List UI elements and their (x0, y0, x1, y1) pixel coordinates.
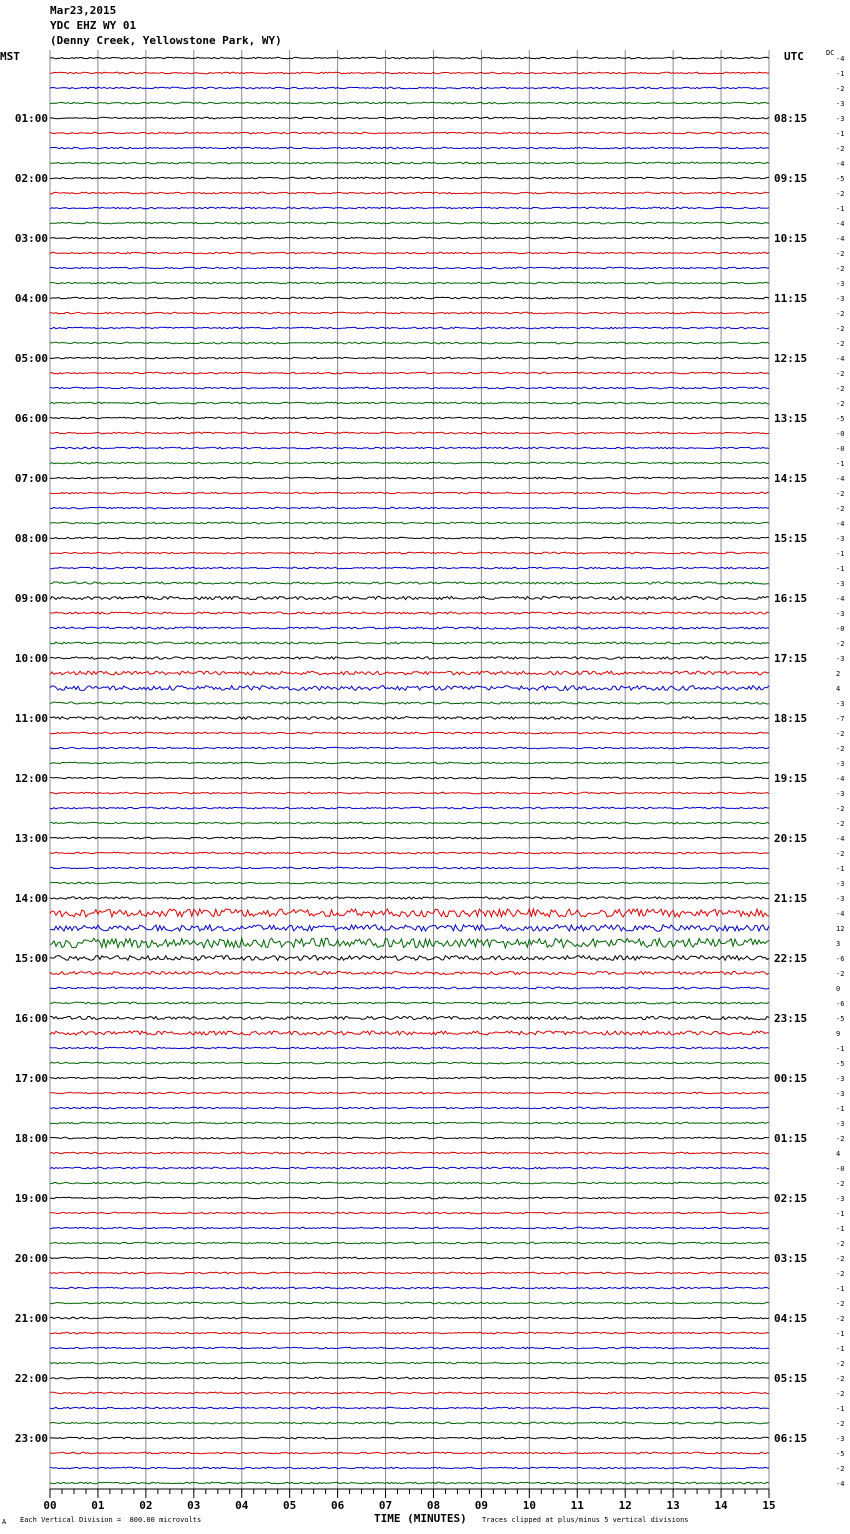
hour-label-right: 18:15 (774, 712, 808, 725)
seismic-trace (50, 1212, 769, 1214)
seismic-trace (50, 582, 769, 584)
dc-offset-label: -5 (836, 1450, 845, 1458)
dc-offset-label: -6 (836, 955, 845, 963)
dc-offset-label: -2 (836, 250, 845, 258)
hour-label-left: 01:00 (14, 112, 48, 125)
dc-offset-label: -3 (836, 700, 845, 708)
seismic-trace (50, 1377, 769, 1379)
dc-offset-label: -1 (836, 460, 845, 468)
x-tick-label: 08 (426, 1499, 441, 1512)
seismic-trace (50, 747, 769, 749)
dc-offset-label: -3 (836, 280, 845, 288)
hour-label-left: 03:00 (14, 232, 48, 245)
seismic-trace (50, 207, 769, 209)
hour-label-left: 07:00 (14, 472, 48, 485)
hour-label-left: 15:00 (14, 952, 48, 965)
seismic-trace (50, 237, 769, 239)
dc-offset-label: -2 (836, 1270, 845, 1278)
seismic-trace (50, 1137, 769, 1139)
dc-offset-label: -0 (836, 1165, 845, 1173)
seismic-trace (50, 837, 769, 839)
x-tick-label: 04 (235, 1499, 249, 1512)
seismic-trace (50, 132, 769, 134)
seismic-trace (50, 1016, 769, 1019)
x-tick-label: 14 (714, 1499, 728, 1512)
seismic-trace (50, 1332, 769, 1334)
dc-offset-label: -0 (836, 445, 845, 453)
dc-offset-label: -1 (836, 1045, 845, 1053)
dc-offset-label: -2 (836, 1240, 845, 1248)
hour-label-right: 22:15 (774, 952, 808, 965)
dc-offset-label: 4 (836, 1150, 841, 1158)
seismic-trace (50, 312, 769, 314)
hour-label-left: 23:00 (14, 1432, 48, 1445)
seismic-trace (50, 1257, 769, 1259)
seismic-trace (50, 1047, 769, 1049)
seismic-trace (50, 686, 769, 691)
dc-offset-label: -3 (836, 1090, 845, 1098)
dc-offset-label: -0 (836, 625, 845, 633)
seismic-trace (50, 477, 769, 479)
dc-offset-label: -1 (836, 1330, 845, 1338)
dc-offset-label: -2 (836, 190, 845, 198)
dc-offset-label: -2 (836, 310, 845, 318)
seismic-trace (50, 372, 769, 374)
seismic-trace (50, 762, 769, 764)
seismic-trace (50, 57, 769, 59)
hour-label-right: 13:15 (774, 412, 808, 425)
seismic-trace (50, 1272, 769, 1274)
seismic-trace (50, 1182, 769, 1184)
dc-offset-label: -2 (836, 1255, 845, 1263)
dc-offset-label: -2 (836, 1135, 845, 1143)
seismic-trace (50, 1452, 769, 1454)
seismic-trace (50, 1077, 769, 1079)
hour-label-right: 12:15 (774, 352, 808, 365)
seismic-trace (50, 1197, 769, 1199)
dc-offset-label: -3 (836, 1075, 845, 1083)
dc-offset-label: -3 (836, 535, 845, 543)
seismic-trace (50, 657, 769, 660)
seismic-trace (50, 1482, 769, 1484)
dc-offset-label: -7 (836, 715, 845, 723)
dc-offset-label: -1 (836, 865, 845, 873)
seismic-trace (50, 387, 769, 389)
hour-label-left: 02:00 (14, 172, 48, 185)
hour-label-left: 19:00 (14, 1192, 48, 1205)
dc-offset-label: -2 (836, 850, 845, 858)
clip-note: Traces clipped at plus/minus 5 vertical divisions (482, 1516, 689, 1524)
hour-label-left: 04:00 (14, 292, 48, 305)
dc-offset-label: -4 (836, 520, 845, 528)
x-tick-label: 11 (570, 1499, 584, 1512)
hour-label-right: 23:15 (774, 1012, 808, 1025)
seismic-trace (50, 1167, 769, 1169)
dc-offset-label: -5 (836, 415, 845, 423)
x-axis-label: TIME (MINUTES) (374, 1512, 467, 1525)
hour-label-right: 00:15 (774, 1072, 808, 1085)
scale-note: Each Vertical Division = 800.00 microvolts (20, 1516, 202, 1524)
hour-label-left: 20:00 (14, 1252, 48, 1265)
seismic-trace (50, 612, 769, 614)
seismic-trace (50, 1107, 769, 1109)
seismic-trace (50, 702, 769, 704)
hour-label-left: 11:00 (14, 712, 48, 725)
dc-offset-label: -1 (836, 1105, 845, 1113)
dc-offset-label: -5 (836, 1015, 845, 1023)
seismic-trace (50, 507, 769, 509)
dc-offset-label: -2 (836, 1390, 845, 1398)
x-tick-label: 07 (378, 1499, 393, 1512)
dc-offset-label: -4 (836, 160, 845, 168)
seismic-trace (50, 807, 769, 809)
dc-offset-label: -2 (836, 505, 845, 513)
hour-label-right: 21:15 (774, 892, 808, 905)
x-tick-label: 10 (522, 1499, 536, 1512)
hour-label-right: 16:15 (774, 592, 808, 605)
dc-offset-label: -3 (836, 1435, 845, 1443)
seismic-trace (50, 522, 769, 524)
hour-label-left: 21:00 (14, 1312, 48, 1325)
dc-offset-label: -2 (836, 340, 845, 348)
seismic-trace (50, 1362, 769, 1364)
dc-offset-label: -1 (836, 70, 845, 78)
dc-offset-label: -3 (836, 610, 845, 618)
dc-offset-label: -4 (836, 55, 845, 63)
seismic-trace (50, 72, 769, 74)
dc-offset-label: -4 (836, 1480, 845, 1488)
dc-offset-label: -1 (836, 1225, 845, 1233)
dc-offset-label: -2 (836, 745, 845, 753)
dc-offset-label: 2 (836, 670, 841, 678)
hour-label-left: 14:00 (14, 892, 48, 905)
hour-label-right: 17:15 (774, 652, 808, 665)
dc-offset-label: -1 (836, 130, 845, 138)
hour-label-left: 18:00 (14, 1132, 48, 1145)
hour-label-left: 22:00 (14, 1372, 48, 1385)
x-tick-label: 06 (330, 1499, 345, 1512)
dc-offset-label: -1 (836, 1405, 845, 1413)
hour-label-right: 02:15 (774, 1192, 808, 1205)
dc-offset-label: -3 (836, 655, 845, 663)
dc-offset-label: -2 (836, 1300, 845, 1308)
seismic-trace (50, 177, 769, 179)
seismic-trace (50, 267, 769, 269)
dc-offset-label: -0 (836, 430, 845, 438)
dc-offset-label: -4 (836, 355, 845, 363)
dc-offset-label: -3 (836, 760, 845, 768)
dc-offset-label: -2 (836, 640, 845, 648)
seismic-trace (50, 1422, 769, 1424)
seismic-trace (50, 432, 769, 434)
hour-label-left: 12:00 (14, 772, 48, 785)
dc-offset-label: -4 (836, 235, 845, 243)
dc-offset-label: -2 (836, 1420, 845, 1428)
seismic-trace (50, 552, 769, 554)
dc-offset-label: -2 (836, 805, 845, 813)
dc-offset-label: -3 (836, 100, 845, 108)
hour-label-left: 08:00 (14, 532, 48, 545)
dc-offset-label: -1 (836, 205, 845, 213)
station-code: YDC EHZ WY 01 (50, 19, 137, 32)
hour-label-right: 09:15 (774, 172, 808, 185)
seismic-trace (50, 642, 769, 644)
seismic-trace (50, 882, 769, 884)
seismic-trace (50, 1392, 769, 1394)
seismic-trace (50, 192, 769, 194)
dc-offset-label: -4 (836, 775, 845, 783)
dc-offset-label: 12 (836, 925, 845, 933)
hour-label-right: 06:15 (774, 1432, 808, 1445)
x-tick-label: 13 (666, 1499, 680, 1512)
hour-label-right: 11:15 (774, 292, 808, 305)
seismic-trace (50, 971, 769, 974)
right-timezone-label: UTC (784, 50, 804, 63)
dc-offset-label: 4 (836, 685, 841, 693)
dc-offset-label: -2 (836, 1465, 845, 1473)
seismic-trace (50, 1031, 769, 1035)
x-tick-label: 02 (139, 1499, 153, 1512)
seismic-trace (50, 777, 769, 779)
hour-label-left: 06:00 (14, 412, 48, 425)
dc-offset-label: -1 (836, 1285, 845, 1293)
dc-offset-label: -1 (836, 550, 845, 558)
dc-offset-label: -1 (836, 565, 845, 573)
seismic-trace (50, 909, 769, 917)
dc-offset-label: 0 (836, 985, 841, 993)
hour-label-right: 20:15 (774, 832, 808, 845)
hour-label-right: 15:15 (774, 532, 808, 545)
seismic-trace (50, 925, 769, 931)
record-date: Mar23,2015 (50, 4, 117, 17)
seismic-trace (50, 897, 769, 899)
dc-offset-label: -2 (836, 490, 845, 498)
dc-offset-label: -2 (836, 370, 845, 378)
dc-offset-label: -2 (836, 400, 845, 408)
seismic-trace (50, 1317, 769, 1319)
seismic-trace (50, 297, 769, 299)
seismic-trace (50, 852, 769, 854)
seismic-trace (50, 717, 769, 720)
seismic-trace (50, 327, 769, 329)
seismic-trace (50, 671, 769, 675)
seismic-trace (50, 987, 769, 989)
seismic-trace (50, 1152, 769, 1154)
dc-offset-label: -2 (836, 730, 845, 738)
dc-offset-label: -4 (836, 475, 845, 483)
dc-offset-label: -2 (836, 970, 845, 978)
seismic-trace (50, 537, 769, 539)
x-tick-label: 12 (618, 1499, 632, 1512)
x-tick-label: 09 (474, 1499, 489, 1512)
seismic-trace (50, 1467, 769, 1469)
seismic-trace (50, 162, 769, 164)
seismic-trace (50, 938, 769, 948)
x-tick-label: 01 (91, 1499, 105, 1512)
dc-offset-label: -3 (836, 880, 845, 888)
seismic-trace (50, 102, 769, 104)
dc-offset-label: -2 (836, 325, 845, 333)
hour-label-right: 05:15 (774, 1372, 808, 1385)
hour-label-right: 14:15 (774, 472, 808, 485)
dc-offset-label: -2 (836, 1375, 845, 1383)
hour-label-right: 03:15 (774, 1252, 808, 1265)
seismic-trace (50, 462, 769, 464)
dc-offset-label: -2 (836, 1360, 845, 1368)
dc-offset-label: -4 (836, 835, 845, 843)
seismic-trace (50, 1002, 769, 1004)
seismic-trace (50, 822, 769, 824)
seismic-trace (50, 1227, 769, 1229)
hour-label-left: 10:00 (14, 652, 48, 665)
dc-offset-label: -2 (836, 820, 845, 828)
hour-label-right: 10:15 (774, 232, 808, 245)
seismic-trace (50, 117, 769, 119)
dc-offset-label: -2 (836, 85, 845, 93)
dc-offset-label: -2 (836, 1180, 845, 1188)
seismic-trace (50, 867, 769, 869)
seismic-trace (50, 447, 769, 449)
seismic-trace (50, 567, 769, 569)
dc-offset-label: -3 (836, 895, 845, 903)
seismic-trace (50, 1347, 769, 1349)
x-tick-label: 15 (762, 1499, 776, 1512)
seismic-trace (50, 1302, 769, 1304)
seismic-trace (50, 222, 769, 224)
dc-offset-label: -3 (836, 790, 845, 798)
hour-label-left: 13:00 (14, 832, 48, 845)
dc-offset-header: DC (826, 49, 835, 57)
seismic-trace (50, 282, 769, 284)
dc-offset-label: -5 (836, 1060, 845, 1068)
seismic-trace (50, 627, 769, 629)
seismic-trace (50, 956, 769, 961)
seismic-trace (50, 402, 769, 404)
dc-offset-label: -3 (836, 295, 845, 303)
hour-label-left: 09:00 (14, 592, 48, 605)
dc-offset-label: -4 (836, 910, 845, 918)
hour-label-left: 16:00 (14, 1012, 48, 1025)
dc-offset-label: -3 (836, 1120, 845, 1128)
left-timezone-label: MST (0, 50, 20, 63)
dc-offset-label: -3 (836, 580, 845, 588)
seismic-trace (50, 1287, 769, 1289)
x-tick-label: 00 (43, 1499, 57, 1512)
hour-label-right: 01:15 (774, 1132, 808, 1145)
seismic-trace (50, 1407, 769, 1409)
dc-offset-label: -2 (836, 385, 845, 393)
dc-offset-label: -2 (836, 1315, 845, 1323)
dc-offset-label: -3 (836, 1195, 845, 1203)
seismic-trace (50, 492, 769, 494)
dc-offset-label: 9 (836, 1030, 841, 1038)
seismic-trace (50, 596, 769, 599)
hour-label-left: 17:00 (14, 1072, 48, 1085)
dc-offset-label: -4 (836, 595, 845, 603)
seismic-trace (50, 252, 769, 254)
dc-offset-label: -1 (836, 1345, 845, 1353)
seismic-trace (50, 1062, 769, 1064)
dc-offset-label: -2 (836, 145, 845, 153)
hour-label-left: 05:00 (14, 352, 48, 365)
dc-offset-label: -3 (836, 115, 845, 123)
dc-offset-label: 3 (836, 940, 841, 948)
corner-mark: A (2, 1518, 7, 1526)
dc-offset-label: -1 (836, 1210, 845, 1218)
x-tick-label: 03 (187, 1499, 201, 1512)
seismic-trace (50, 357, 769, 359)
seismic-trace (50, 147, 769, 149)
hour-label-right: 08:15 (774, 112, 808, 125)
seismic-trace (50, 417, 769, 419)
dc-offset-label: -5 (836, 175, 845, 183)
dc-offset-label: -6 (836, 1000, 845, 1008)
seismic-trace (50, 1242, 769, 1244)
seismic-trace (50, 732, 769, 734)
seismic-trace (50, 1122, 769, 1124)
x-tick-label: 05 (283, 1499, 297, 1512)
dc-offset-label: -4 (836, 220, 845, 228)
seismic-trace (50, 1437, 769, 1439)
seismic-trace (50, 792, 769, 794)
station-location: (Denny Creek, Yellowstone Park, WY) (50, 34, 282, 47)
hour-label-right: 19:15 (774, 772, 808, 785)
hour-label-right: 04:15 (774, 1312, 808, 1325)
seismic-trace (50, 1092, 769, 1094)
seismic-trace (50, 342, 769, 344)
seismic-trace (50, 87, 769, 89)
dc-offset-label: -2 (836, 265, 845, 273)
